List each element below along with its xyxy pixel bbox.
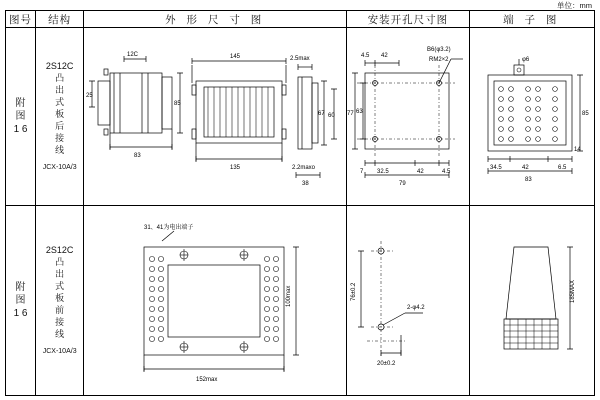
dim-b6: B6(φ3.2) bbox=[427, 46, 451, 53]
figure-no-line2: 图 bbox=[15, 295, 26, 306]
structure-desc-1: 凸 bbox=[55, 72, 65, 83]
header-terminal: 端 子 图 bbox=[469, 11, 594, 28]
mount-drawing-cell-1 bbox=[347, 28, 469, 206]
terminal-drawing-cell-1 bbox=[469, 28, 594, 206]
structure-model: 2S12C bbox=[45, 60, 74, 71]
dim-7: 7 bbox=[360, 168, 364, 175]
dim-83: 83 bbox=[134, 152, 141, 159]
dim-77: 77 bbox=[347, 110, 354, 117]
mount-drawing-2 bbox=[347, 207, 467, 395]
structure-desc-5: 后 bbox=[55, 120, 65, 131]
structure-desc-2: 出 bbox=[55, 84, 65, 95]
table-row bbox=[6, 206, 595, 396]
figure-no-line1: 附 bbox=[15, 98, 26, 109]
structure-desc-6: 接 bbox=[55, 316, 65, 327]
mount-drawing-cell-2 bbox=[347, 206, 469, 396]
structure-desc-5: 前 bbox=[55, 304, 65, 315]
dim-6-5: 6.5 bbox=[557, 164, 566, 171]
header-outline: 外 形 尺 寸 图 bbox=[84, 11, 347, 28]
structure-code: JCX-10A/3 bbox=[42, 347, 77, 355]
dim-rm2: RM2×2 bbox=[429, 56, 449, 63]
unit-note: 单位：mm bbox=[557, 1, 592, 10]
structure-desc-3: 式 bbox=[55, 280, 65, 291]
dim-34-5: 34.5 bbox=[489, 164, 502, 171]
dim-20: 20±0.2 bbox=[377, 360, 396, 367]
mount-drawing-1 bbox=[347, 29, 467, 205]
dim-76: 76±0.2 bbox=[351, 282, 358, 301]
dim-22max: 2.2maxo bbox=[292, 164, 316, 171]
structure-model: 2S12C bbox=[45, 244, 74, 255]
outline-drawing-cell-1 bbox=[84, 28, 347, 206]
dim-42-bot: 42 bbox=[417, 168, 424, 175]
dim-135: 135 bbox=[230, 164, 241, 171]
dim-38: 38 bbox=[302, 180, 309, 187]
dim-12c: 12C bbox=[127, 51, 139, 58]
outline-drawing-1 bbox=[84, 29, 344, 205]
dim-phi6: φ6 bbox=[521, 56, 529, 63]
dim-83-term: 83 bbox=[524, 176, 532, 183]
structure-desc-4: 板 bbox=[55, 292, 65, 303]
structure-desc-3: 式 bbox=[55, 96, 65, 107]
table-row bbox=[6, 28, 595, 206]
figure-no-line3: 1 6 bbox=[13, 124, 28, 135]
table-header-row bbox=[6, 11, 595, 28]
dim-152max: 152max bbox=[196, 376, 218, 383]
structure-desc-2: 出 bbox=[55, 268, 65, 279]
dim-32-5: 32.5 bbox=[377, 168, 389, 175]
dim-185max: 185MAX bbox=[569, 279, 576, 303]
dim-60: 60 bbox=[328, 112, 335, 119]
header-struct: 结构 bbox=[36, 11, 84, 28]
figure-no-line3: 1 6 bbox=[13, 308, 28, 319]
dim-42-term: 42 bbox=[521, 164, 529, 171]
dim-42-top: 42 bbox=[381, 52, 388, 59]
terminal-drawing-2 bbox=[470, 207, 593, 395]
structure-desc-4: 板 bbox=[55, 108, 65, 119]
terminal-drawing-cell-2 bbox=[469, 206, 594, 396]
dim-4-5-top: 4.5 bbox=[361, 52, 370, 59]
structure-desc-7: 线 bbox=[55, 328, 65, 339]
dim-145: 145 bbox=[230, 53, 241, 60]
dim-25max: 2.5max bbox=[290, 55, 310, 62]
structure-desc-7: 线 bbox=[55, 144, 65, 155]
dim-25: 25 bbox=[86, 92, 93, 99]
structure-cell bbox=[36, 28, 84, 206]
terminal-drawing-1 bbox=[470, 29, 593, 205]
dim-14: 14 bbox=[573, 146, 581, 153]
structure-desc-1: 凸 bbox=[55, 256, 65, 267]
outline-drawing-cell-2 bbox=[84, 206, 347, 396]
note-terminals: 31、41为电出端子 bbox=[144, 224, 194, 231]
dim-100max: 100max bbox=[286, 285, 293, 307]
dim-2-phi4-2: 2-φ4.2 bbox=[407, 304, 425, 311]
structure-code: JCX-10A/3 bbox=[42, 163, 77, 171]
dimension-table bbox=[5, 10, 595, 396]
dim-79: 79 bbox=[399, 180, 406, 187]
dim-85-term: 85 bbox=[581, 110, 589, 117]
header-no: 图号 bbox=[6, 11, 36, 28]
figure-no-line1: 附 bbox=[15, 282, 26, 293]
figure-no-line2: 图 bbox=[15, 111, 26, 122]
header-mount: 安装开孔尺寸图 bbox=[347, 11, 469, 28]
figure-number-cell bbox=[6, 28, 36, 206]
structure-cell bbox=[36, 206, 84, 396]
structure-desc-6: 接 bbox=[55, 132, 65, 143]
dim-85: 85 bbox=[174, 100, 181, 107]
dim-67: 67 bbox=[318, 110, 325, 117]
dim-63: 63 bbox=[356, 108, 363, 115]
outline-drawing-2 bbox=[84, 207, 344, 395]
dim-4-5-bot: 4.5 bbox=[442, 168, 451, 175]
figure-number-cell bbox=[6, 206, 36, 396]
